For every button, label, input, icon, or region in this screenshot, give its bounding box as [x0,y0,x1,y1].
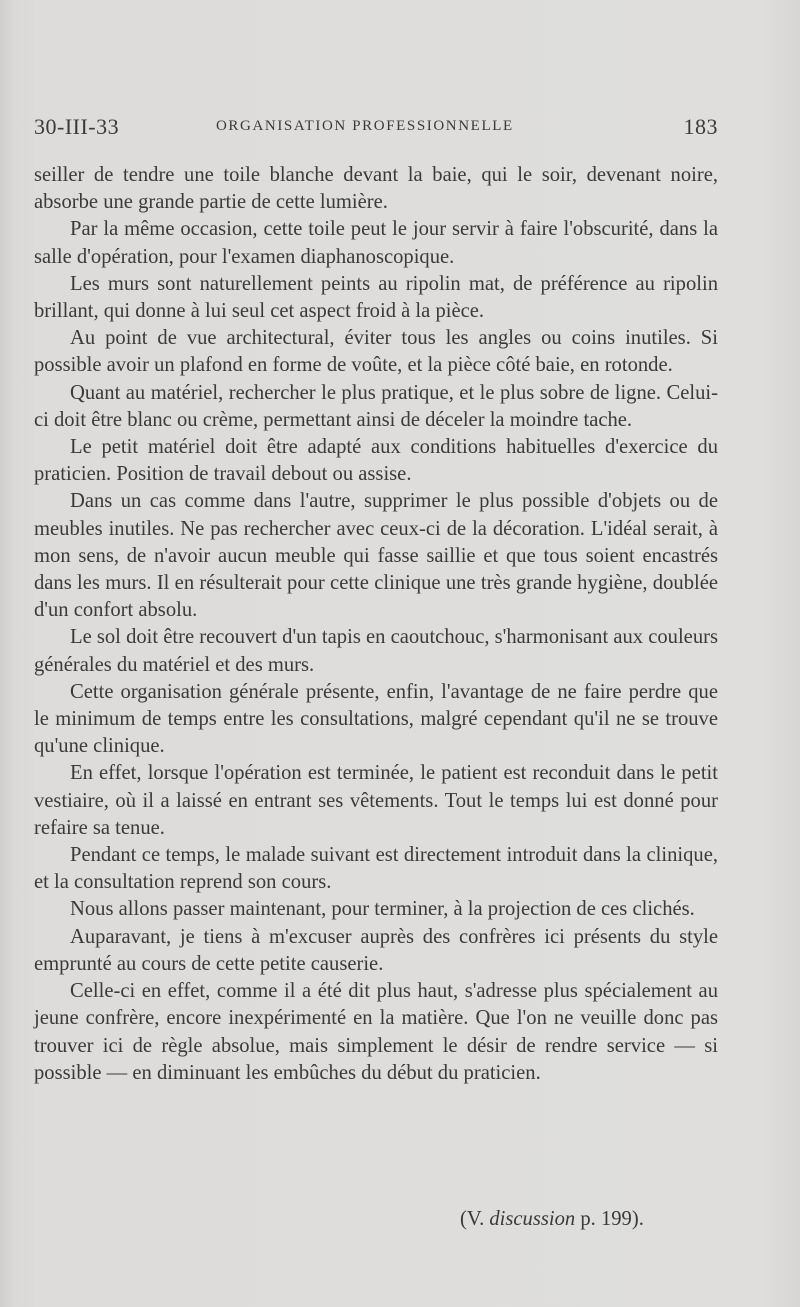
paragraph: Quant au matériel, rechercher le plus pratique, et le plus sobre de ligne. Celui-ci doit être blanc ou crème, permettant ainsi de déceler la moindre tache. [34,381,718,431]
discussion-reference [460,1206,700,1233]
reference-open: (V. [460,1208,490,1230]
reference-close: p. 199). [575,1208,644,1230]
paragraph: Par la même occasion, cette toile peut le jour servir à faire l'obscurité, dans la salle d'opération, pour l'examen diaphanoscopique. [34,218,718,268]
paragraph: Les murs sont naturellement peints au ripolin mat, de préférence au ripolin brillant, qui donne à lui seul cet aspect froid à la pièce. [34,272,718,323]
paragraph: Auparavant, je tiens à m'excuser auprès des confrères ici présents du style emprunté au cours de cette petite causerie. [34,925,718,975]
paragraph: Le petit matériel doit être adapté aux conditions habituelles d'exercice du praticien. Position de travail debout ou assise. [34,436,718,486]
paragraph: Le sol doit être recouvert d'un tapis en caoutchouc, s'harmonisant aux couleurs générales du matériel et des murs. [34,626,718,676]
paragraph: Celle-ci en effet, comme il a été dit plus haut, s'adresse plus spécialement au jeune confrère, encore inexpérimenté en la matière. Que l'on ne veuille donc pas trouver ici de règle absolue, mais simplement le désir de rendre service — si possible — en diminuant les embûches du début du praticien. [34,980,718,1084]
header-date: 30-III-33 [34,114,120,139]
paragraph: Au point de vue architectural, éviter tous les angles ou coins inutiles. Si possible avoir un plafond en forme de voûte, et la pièce côté baie, en rotonde. [34,327,718,377]
running-header [34,110,718,144]
header-title: ORGANISATION PROFESSIONNELLE [216,118,514,134]
paragraph: Dans un cas comme dans l'autre, supprimer le plus possible d'objets ou de meubles inutiles. Ne pas rechercher avec ceux-ci de la décoration. L'idéal serait, à mon sens, de n'avoir aucun meuble qui fasse saillie et que tous soient encastrés dans les murs. Il en résulterait pour cette clinique une très grande hygiène, doublée d'un confort absolu. [34,490,718,622]
paragraph: seiller de tendre une toile blanche devant la baie, qui le soir, devenant noire, absorbe une grande partie de cette lumière. [34,164,718,214]
paragraph: Nous allons passer maintenant, pour terminer, à la projection de ces clichés. [70,898,695,921]
paragraph: Pendant ce temps, le malade suivant est directement introduit dans la clinique, et la consultation reprend son cours. [34,844,718,894]
paragraph: En effet, lorsque l'opération est terminée, le patient est reconduit dans le petit vestiaire, où il a laissé en entrant ses vêtements. Tout le temps lui est donné pour refaire sa tenue. [34,762,718,839]
page-number: 183 [683,114,718,139]
body-text [34,162,718,1087]
reference-italic: discussion [489,1208,576,1230]
paragraph: Cette organisation générale présente, enfin, l'avantage de ne faire perdre que le minimum de temps entre les consultations, malgré cependant qu'il ne se trouve qu'une clinique. [34,680,718,758]
